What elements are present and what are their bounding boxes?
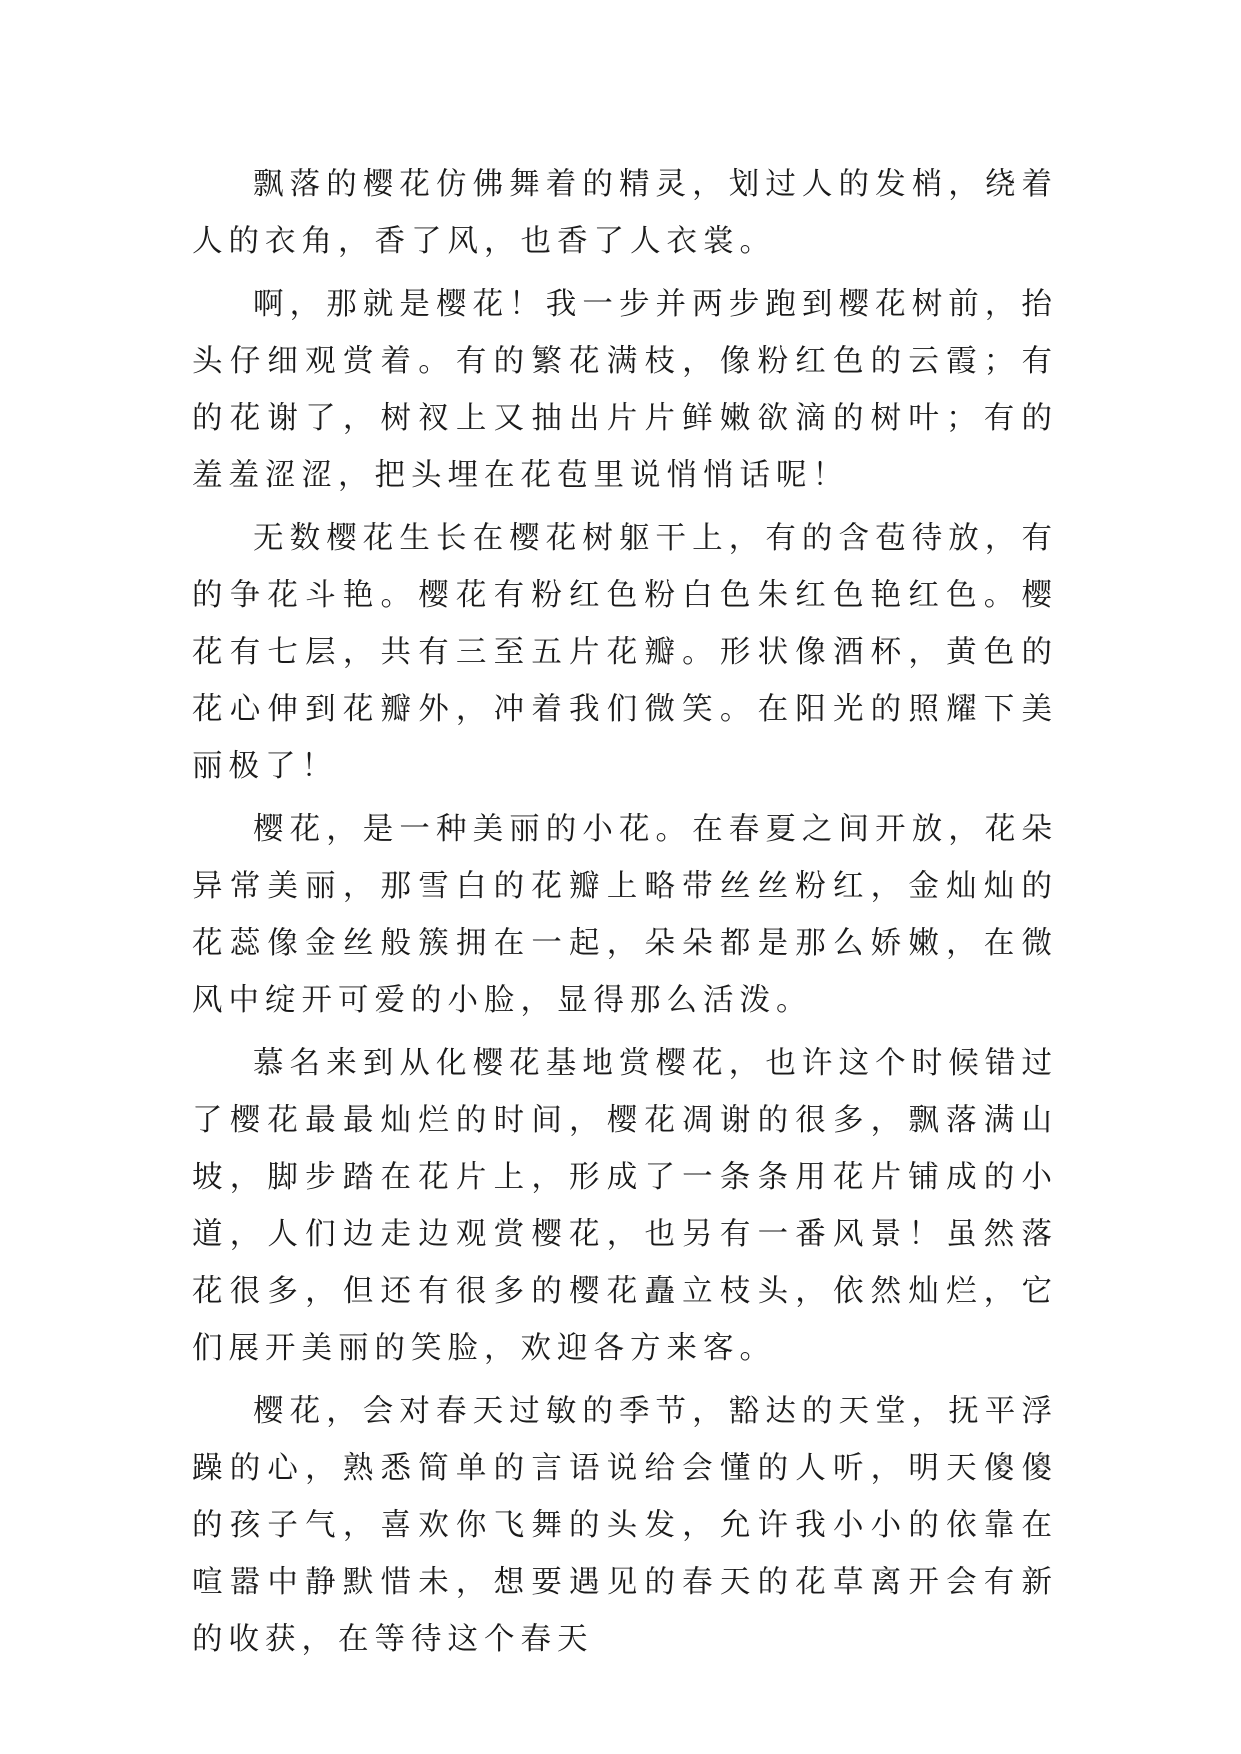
paragraph-6: 樱花，会对春天过敏的季节，豁达的天堂，抚平浮躁的心，熟悉简单的言语说给会懂的人听，明天傻傻的孩子气，喜欢你飞舞的头发，允许我小小的依靠在喧嚣中静默惜未，想要遇见的春天的花草离开会有新的收获，在等待这个春天 — [192, 1394, 1058, 1657]
paragraph-1: 飘落的樱花仿佛舞着的精灵，划过人的发梢，绕着人的衣角，香了风，也香了人衣裳。 — [192, 167, 1058, 259]
paragraph-4: 樱花，是一种美丽的小花。在春夏之间开放，花朵异常美丽，那雪白的花瓣上略带丝丝粉红，金灿灿的花蕊像金丝般簇拥在一起，朵朵都是那么娇嫩，在微风中绽开可爱的小脸，显得那么活泼。 — [192, 812, 1058, 1018]
paragraph-5: 慕名来到从化樱花基地赏樱花，也许这个时候错过了樱花最最灿烂的时间，樱花凋谢的很多，飘落满山坡，脚步踏在花片上，形成了一条条用花片铺成的小道，人们边走边观赏樱花，也另有一番风景！虽然落花很多，但还有很多的樱花矗立枝头，依然灿烂，它们展开美丽的笑脸，欢迎各方来客。 — [192, 1046, 1058, 1366]
paragraph-3: 无数樱花生长在樱花树躯干上，有的含苞待放，有的争花斗艳。樱花有粉红色粉白色朱红色艳红色。樱花有七层，共有三至五片花瓣。形状像酒杯，黄色的花心伸到花瓣外，冲着我们微笑。在阳光的照耀下美丽极了！ — [192, 521, 1058, 784]
article-body — [192, 156, 1058, 1674]
paragraph-2: 啊，那就是樱花！我一步并两步跑到樱花树前，抬头仔细观赏着。有的繁花满枝，像粉红色的云霞；有的花谢了，树衩上又抽出片片鲜嫩欲滴的树叶；有的羞羞涩涩，把头埋在花苞里说悄悄话呢！ — [192, 287, 1058, 493]
